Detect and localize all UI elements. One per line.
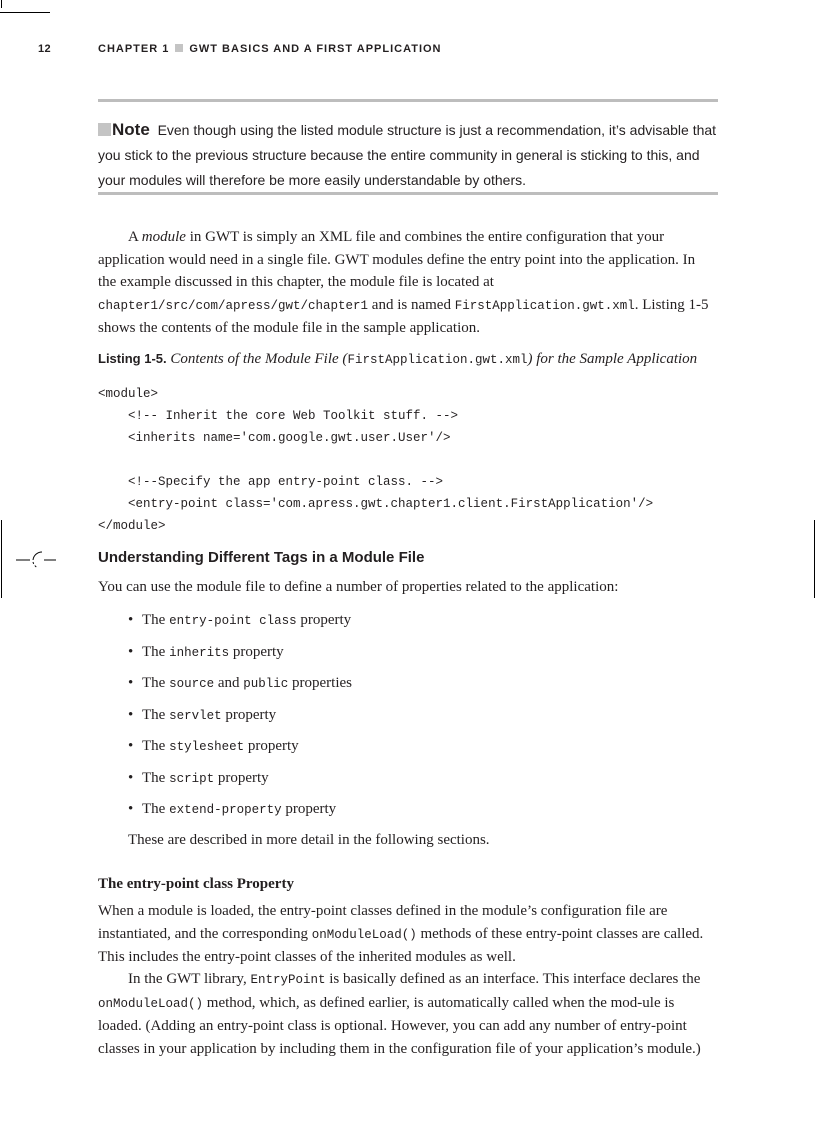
subsection-heading: The entry-point class Property: [98, 876, 294, 892]
code-line: <!-- Inherit the core Web Toolkit stuff. -->: [98, 409, 459, 423]
code-line: <!--Specify the app entry-point class. -->: [98, 475, 444, 489]
list-item: • The servlet property: [128, 706, 277, 723]
code-line: </module>: [98, 519, 166, 533]
chapter-label: CHAPTER 1: [98, 43, 170, 55]
registration-mark-icon: [16, 548, 56, 578]
crop-mark: [0, 12, 50, 13]
note-label: Note: [98, 120, 150, 139]
listing-caption: Listing 1-5. Contents of the Module File (FirstApplication.gwt.xml) for the Sample Application: [98, 351, 698, 367]
note-text: Even though using the listed module structure is just a recommendation, it’s advisable that you stick to the previous structure because the entire community in general is sticking to this, and your modules will therefore be more easily understandable by others.: [98, 122, 717, 188]
note-square-icon: [98, 123, 111, 136]
section-heading: Understanding Different Tags in a Module File: [98, 549, 425, 566]
module-paragraph: A module in GWT is simply an XML file and combines the entire configuration that your application would need in a single file. GWT modules define the entry point into the application. In the example discussed in this chapter, the module file is located at chapter1/src/com/apress/gwt/chapter1 and is named FirstApplication.gwt.xml. Listing 1-5 shows the contents of the module file in the sample application.: [98, 229, 709, 336]
crop-mark: [1, 520, 2, 598]
entry-point-paragraph-1: When a module is loaded, the entry-point classes defined in the module’s configuration file are instantiated, and the corresponding onModuleLoad() methods of these entry-point classes are called. This includes the entry-point classes of the inherited modules as well.: [98, 903, 704, 965]
note-box: [98, 117, 720, 193]
code-line: <inherits name='com.google.gwt.user.User'/>: [98, 431, 451, 445]
entry-point-paragraph-2: In the GWT library, EntryPoint is basically defined as an interface. This interface declares the onModuleLoad() method, which, as defined earlier, is automatically called when the mod-ule is loaded. (Adding an entry-point class is optional. However, you can add any number of entry-point classes in your application by including them in the configuration file of your application’s module.): [98, 971, 701, 1057]
crop-mark: [1, 0, 2, 8]
list-item: • The script property: [128, 769, 269, 786]
section-outro: These are described in more detail in the following sections.: [128, 832, 490, 848]
list-item: • The entry-point class property: [128, 612, 352, 628]
code-line: <module>: [98, 387, 159, 401]
list-item: • The stylesheet property: [128, 738, 299, 754]
list-item: • The source and public properties: [128, 675, 353, 691]
list-item: • The inherits property: [128, 643, 284, 660]
crop-mark: [814, 520, 815, 598]
listing-label: Listing 1-5.: [98, 351, 167, 366]
property-list: [128, 610, 352, 831]
page-number: 12: [38, 43, 52, 55]
note-top-rule: [98, 99, 718, 102]
running-header: [0, 43, 816, 59]
separator-square-icon: [175, 44, 183, 52]
section-intro: You can use the module file to define a number of properties related to the application:: [98, 579, 619, 595]
chapter-heading: [98, 43, 442, 55]
code-listing: [98, 383, 653, 537]
code-line: [98, 449, 653, 471]
code-line: <entry-point class='com.apress.gwt.chapter1.client.FirstApplication'/>: [98, 497, 654, 511]
list-item: • The extend-property property: [128, 801, 337, 817]
chapter-title: GWT BASICS AND A FIRST APPLICATION: [189, 43, 442, 55]
note-bottom-rule: [98, 192, 718, 195]
